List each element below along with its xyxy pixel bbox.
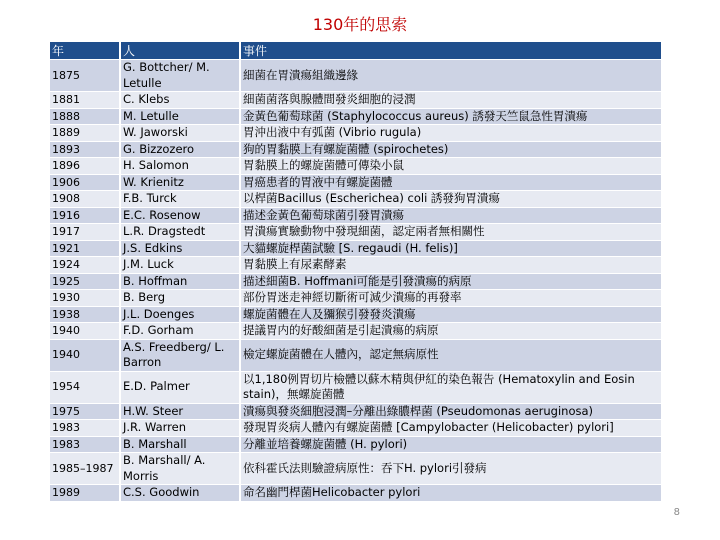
table-row: [50, 224, 662, 241]
cell-person: A.S. Freedberg/ L. Barron: [120, 339, 240, 371]
cell-event: 描述金黃色葡萄球菌引發胃潰瘍: [240, 207, 662, 224]
cell-event: 胃黏膜上的螺旋菌體可傳染小鼠: [240, 158, 662, 175]
cell-year: 1881: [50, 92, 120, 109]
cell-year: 1924: [50, 257, 120, 274]
table-row: [50, 273, 662, 290]
table-row: [50, 371, 662, 403]
cell-person: H.W. Steer: [120, 403, 240, 420]
table-row: [50, 207, 662, 224]
table-row: [50, 436, 662, 453]
cell-person: B. Berg: [120, 290, 240, 307]
cell-year: 1875: [50, 60, 120, 92]
table-row: [50, 339, 662, 371]
cell-person: C.S. Goodwin: [120, 485, 240, 501]
cell-person: J.M. Luck: [120, 257, 240, 274]
cell-event: 發現胃炎病人體內有螺旋菌體 [Campylobacter (Helicobacter) pylori]: [240, 420, 662, 437]
table-row: [50, 60, 662, 92]
table-row: [50, 158, 662, 175]
cell-person: G. Bizzozero: [120, 141, 240, 158]
cell-person: W. Jaworski: [120, 125, 240, 142]
table-row: [50, 191, 662, 208]
cell-year: 1954: [50, 371, 120, 403]
cell-person: C. Klebs: [120, 92, 240, 109]
cell-event: 胃潰瘍實驗動物中發現細菌，認定兩者無相關性: [240, 224, 662, 241]
table-row: [50, 290, 662, 307]
table-row: [50, 306, 662, 323]
cell-event: 提議胃内的好酸細菌是引起潰瘍的病原: [240, 323, 662, 340]
cell-person: E.C. Rosenow: [120, 207, 240, 224]
cell-event: 胃癌患者的胃液中有螺旋菌體: [240, 174, 662, 191]
header-year: 年: [50, 42, 120, 60]
header-event: 事件: [240, 42, 662, 60]
cell-year: 1989: [50, 485, 120, 501]
cell-event: 以桿菌Bacillus (Escherichea) coli 誘發狗胃潰瘍: [240, 191, 662, 208]
cell-person: M. Letulle: [120, 108, 240, 125]
page-title: 130年的思索: [312, 15, 408, 34]
cell-person: E.D. Palmer: [120, 371, 240, 403]
table-row: [50, 323, 662, 340]
cell-event: 胃沖出液中有弧菌 (Vibrio rugula): [240, 125, 662, 142]
cell-year: 1896: [50, 158, 120, 175]
cell-person: J.L. Doenges: [120, 306, 240, 323]
cell-year: 1917: [50, 224, 120, 241]
table-body: [50, 60, 662, 501]
cell-person: F.D. Gorham: [120, 323, 240, 340]
cell-person: G. Bottcher/ M. Letulle: [120, 60, 240, 92]
cell-year: 1893: [50, 141, 120, 158]
cell-year: 1889: [50, 125, 120, 142]
cell-person: F.B. Turck: [120, 191, 240, 208]
cell-event: 狗的胃黏膜上有螺旋菌體 (spirochetes): [240, 141, 662, 158]
cell-person: B. Marshall/ A. Morris: [120, 453, 240, 485]
cell-event: 潰瘍與發炎細胞浸潤–分離出綠膿桿菌 (Pseudomonas aeruginosa): [240, 403, 662, 420]
cell-year: 1940: [50, 339, 120, 371]
cell-person: L.R. Dragstedt: [120, 224, 240, 241]
cell-event: 以1,180例胃切片檢體以蘇木精與伊紅的染色報告 (Hematoxylin and Eosin stain)，無螺旋菌體: [240, 371, 662, 403]
cell-year: 1925: [50, 273, 120, 290]
table-row: [50, 257, 662, 274]
cell-year: 1921: [50, 240, 120, 257]
cell-person: W. Krienitz: [120, 174, 240, 191]
cell-year: 1940: [50, 323, 120, 340]
table-row: [50, 240, 662, 257]
cell-event: 螺旋菌體在人及獼猴引發發炎潰瘍: [240, 306, 662, 323]
cell-event: 命名幽門桿菌Helicobacter pylori: [240, 485, 662, 501]
table-row: [50, 403, 662, 420]
cell-person: H. Salomon: [120, 158, 240, 175]
cell-event: 檢定螺旋菌體在人體內，認定無病原性: [240, 339, 662, 371]
history-table: [50, 42, 663, 501]
cell-event: 大貓螺旋桿菌試驗 [S. regaudi (H. felis)]: [240, 240, 662, 257]
table-row: [50, 125, 662, 142]
table-row: [50, 453, 662, 485]
cell-year: 1930: [50, 290, 120, 307]
cell-year: 1916: [50, 207, 120, 224]
cell-event: 描述細菌B. Hoffmani可能是引發潰瘍的病原: [240, 273, 662, 290]
cell-event: 依科霍氏法則驗證病原性：吞下H. pylori引發病: [240, 453, 662, 485]
table-row: [50, 485, 662, 501]
cell-person: B. Hoffman: [120, 273, 240, 290]
cell-person: B. Marshall: [120, 436, 240, 453]
cell-year: 1906: [50, 174, 120, 191]
table-row: [50, 174, 662, 191]
cell-year: 1975: [50, 403, 120, 420]
table-row: [50, 141, 662, 158]
cell-year: 1983: [50, 436, 120, 453]
table-header-row: [50, 42, 662, 60]
cell-year: 1888: [50, 108, 120, 125]
page-number: 8: [673, 507, 680, 518]
cell-event: 金黃色葡萄球菌 (Staphylococcus aureus) 誘發天竺鼠急性胃潰瘍: [240, 108, 662, 125]
cell-year: 1908: [50, 191, 120, 208]
cell-event: 部份胃迷走神經切斷術可減少潰瘍的再發率: [240, 290, 662, 307]
cell-year: 1983: [50, 420, 120, 437]
cell-event: 細菌菌落與腺體間發炎細胞的浸潤: [240, 92, 662, 109]
cell-event: 細菌在胃潰瘍組織邊緣: [240, 60, 662, 92]
cell-event: 胃黏膜上有尿素酵素: [240, 257, 662, 274]
cell-person: J.S. Edkins: [120, 240, 240, 257]
table-row: [50, 420, 662, 437]
header-person: 人: [120, 42, 240, 60]
cell-year: 1938: [50, 306, 120, 323]
table-row: [50, 92, 662, 109]
cell-person: J.R. Warren: [120, 420, 240, 437]
cell-event: 分離並培養螺旋菌體 (H. pylori): [240, 436, 662, 453]
table-row: [50, 108, 662, 125]
cell-year: 1985–1987: [50, 453, 120, 485]
